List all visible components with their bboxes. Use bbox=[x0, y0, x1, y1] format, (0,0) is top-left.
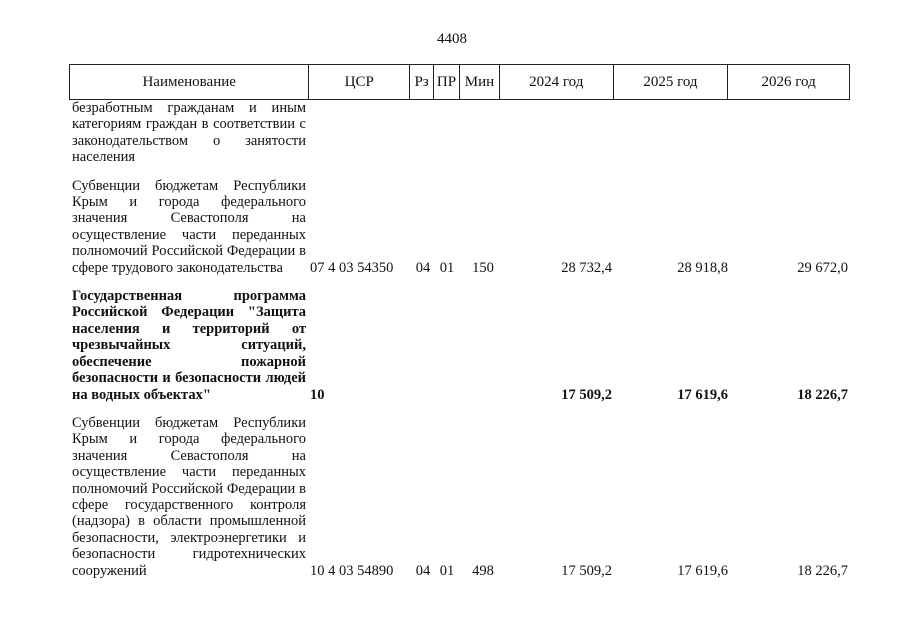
table-row bbox=[69, 100, 850, 166]
row-csr: 07 4 03 54350 bbox=[310, 259, 394, 276]
row-2025: 17 619,6 bbox=[677, 386, 728, 403]
row-2025: 28 918,8 bbox=[677, 259, 728, 276]
row-rz: 04 bbox=[415, 259, 431, 276]
row-pr: 01 bbox=[439, 259, 455, 276]
table-row-program bbox=[69, 288, 850, 403]
header-csr: ЦСР bbox=[308, 65, 409, 99]
header-2025: 2025 год bbox=[613, 65, 728, 99]
header-name: Наименование bbox=[142, 73, 236, 90]
row-name: Субвенции бюджетам Республики Крым и города федерального значения Севастополя на осуществление части переданных полномочий Российской Федерации в сфере государственного контроля (надзора) в области промышленной безопасности, электроэнергетики и безопасности гидротехнических сооружений bbox=[72, 414, 306, 579]
table-header bbox=[69, 64, 850, 100]
row-min: 498 bbox=[472, 562, 494, 579]
table-row bbox=[69, 415, 850, 579]
header-2024: 2024 год bbox=[499, 65, 613, 99]
row-2026: 29 672,0 bbox=[797, 259, 848, 276]
header-rz: Рз bbox=[409, 65, 433, 99]
row-2026: 18 226,7 bbox=[797, 562, 848, 579]
row-rz: 04 bbox=[415, 562, 431, 579]
row-name: Субвенции бюджетам Республики Крым и города федерального значения Севастополя на осуществление части переданных полномочий Российской Федерации в сфере трудового законодательства bbox=[72, 177, 306, 276]
row-2024: 17 509,2 bbox=[561, 562, 612, 579]
budget-table bbox=[69, 64, 850, 579]
row-csr: 10 4 03 54890 bbox=[310, 562, 394, 579]
row-name: Государственная программа Российской Федерации "Защита населения и территорий от чрезвычайных ситуаций, обеспечение пожарной безопасности и безопасности людей на водных объектах" bbox=[72, 288, 306, 403]
row-2026: 18 226,7 bbox=[797, 386, 848, 403]
row-2025: 17 619,6 bbox=[677, 562, 728, 579]
row-2024: 28 732,4 bbox=[561, 259, 612, 276]
row-min: 150 bbox=[472, 259, 494, 276]
row-2024: 17 509,2 bbox=[561, 386, 612, 403]
row-pr: 01 bbox=[439, 562, 455, 579]
row-name: безработным гражданам и иным категориям граждан в соответствии с законодательством о занятости населения bbox=[72, 100, 306, 166]
header-pr: ПР bbox=[433, 65, 459, 99]
row-csr: 10 bbox=[310, 386, 325, 403]
header-2026: 2026 год bbox=[727, 65, 849, 99]
table-row bbox=[69, 178, 850, 276]
page-number: 4408 bbox=[437, 31, 467, 47]
header-min: Мин bbox=[459, 65, 499, 99]
